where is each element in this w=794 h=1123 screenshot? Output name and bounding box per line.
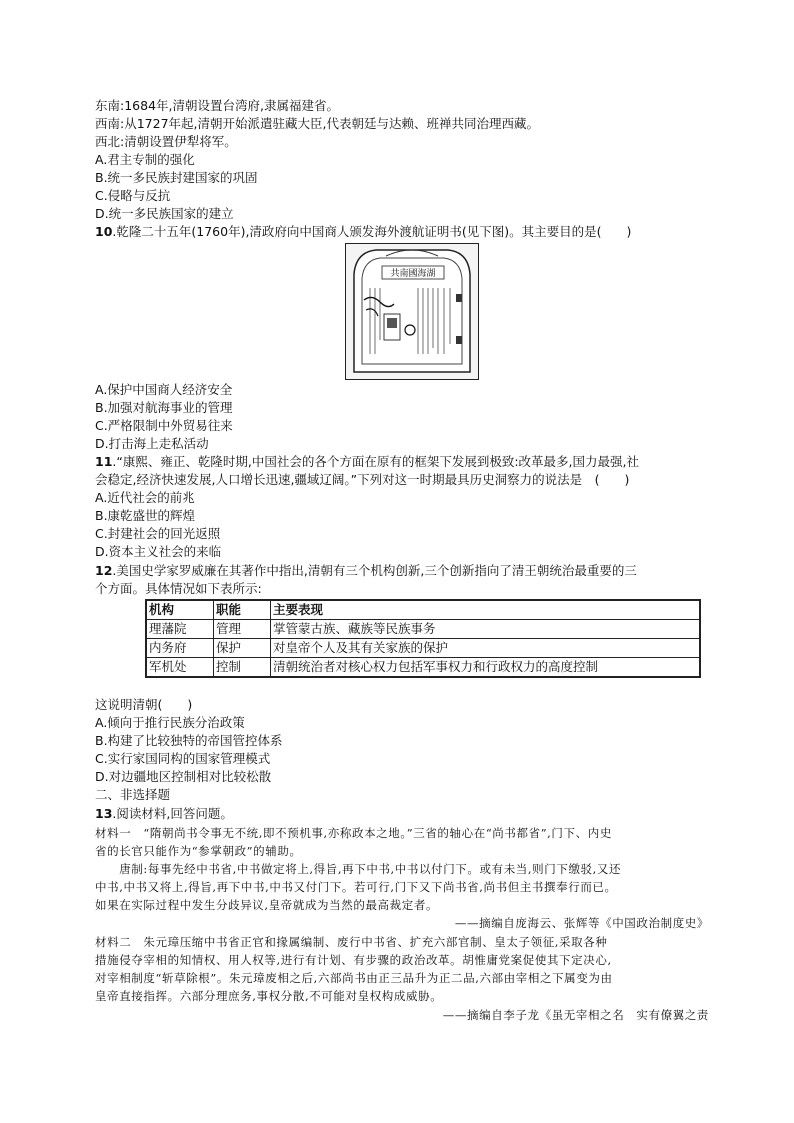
question-12-stem-cont: 个方面。具体情况如下表所示: [95, 581, 262, 596]
q10-option-b: B.加强对航海事业的管理 [95, 400, 233, 415]
material-1-source: ——摘编自庞海云、张辉等《中国政治制度史》 [454, 916, 709, 930]
table-cell: 理藩院 [146, 620, 214, 639]
q11-option-a: A.近代社会的前兆 [95, 490, 195, 505]
option-a: A.君主专制的强化 [95, 152, 195, 167]
material-2-line: 材料二 朱元璋压缩中书省正官和掾属编制、废行中书省、扩充六部官制、皇太子领征,采取各种 [95, 935, 608, 949]
material-2-line: 皇帝直接指挥。六部分理庶务,事权分散,不可能对皇权构成威胁。 [95, 989, 443, 1003]
section-heading: 二、非选择题 [95, 787, 171, 802]
table-cell: 军机处 [146, 658, 214, 678]
option-b: B.统一多民族封建国家的巩固 [95, 170, 258, 185]
question-number: 10 [95, 224, 113, 239]
question-number: 11 [95, 454, 113, 469]
text-line: 东南:1684年,清朝设置台湾府,隶属福建省。 [95, 98, 339, 113]
material-2-line: 措施侵夺宰相的知情权、用人权等,进行有计划、有步骤的政治改革。胡惟庸党案促使其下定决心, [95, 953, 612, 967]
q10-option-d: D.打击海上走私活动 [95, 436, 209, 451]
table-cell: 清朝统治者对核心权力包括军事权力和行政权力的高度控制 [271, 658, 701, 678]
material-2-source: ——摘编自李子龙《虽无宰相之名 实有僚翼之责 [442, 1008, 709, 1022]
question-text: .阅读材料,回答问题。 [112, 806, 233, 821]
material-2-line: 对宰相制度“斩草除根”。朱元璋废相之后,六部尚书由正三品升为正二品,六部由宰相之下属变为由 [95, 971, 613, 985]
table-cell: 掌管蒙古族、藏族等民族事务 [271, 620, 701, 639]
question-text: .“康熙、雍正、乾隆时期,中国社会的各个方面在原有的框架下发展到极致:改革最多,国力最强,社 [112, 454, 639, 469]
table-header-cell: 机构 [146, 600, 214, 620]
table-row [146, 658, 700, 678]
table-cell: 内务府 [146, 639, 214, 658]
text-line: 西北:清朝设置伊犁将军。 [95, 134, 237, 149]
question-11-stem-cont: 会稳定,经济快速发展,人口增长迅速,疆域辽阔。”下列对这一时期最具历史洞察力的说法是 ( ) [95, 472, 630, 487]
q11-option-d: D.资本主义社会的来临 [95, 544, 222, 559]
material-1-line: 省的长官只能作为“参掌朝政”的辅助。 [95, 844, 302, 858]
material-1-line: 如果在实际过程中发生分歧异议,皇帝就成为当然的最高裁定者。 [95, 898, 439, 912]
option-d: D.统一多民族国家的建立 [95, 206, 234, 221]
text-line: 西南:从1727年起,清朝开始派遣驻藏大臣,代表朝廷与达赖、班禅共同治理西藏。 [95, 116, 539, 131]
q10-option-a: A.保护中国商人经济安全 [95, 382, 233, 397]
question-number: 12 [95, 563, 113, 578]
table-cell: 管理 [214, 620, 271, 639]
material-1-line: 唐制:每事先经中书省,中书做定将上,得旨,再下中书,中书以付门下。或有未当,则门下缴驳,又还 [95, 862, 622, 876]
table-cell: 对皇帝个人及其有关家族的保护 [271, 639, 701, 658]
certificate-illustration [346, 244, 478, 379]
q12-option-a: A.倾向于推行民族分治政策 [95, 715, 245, 730]
institutions-table [145, 599, 701, 678]
table-cell: 保护 [214, 639, 271, 658]
q11-option-b: B.康乾盛世的辉煌 [95, 508, 196, 523]
figure-title: 共南國海湖 [390, 269, 436, 279]
table-header-row [146, 600, 700, 620]
table-header-cell: 主要表现 [271, 600, 701, 620]
option-c: C.侵略与反抗 [95, 188, 171, 203]
question-text: .乾隆二十五年(1760年),清政府向中国商人颁发海外渡航证明书(见下图)。其主要目的是( ) [112, 224, 632, 239]
question-number: 13 [95, 806, 113, 821]
material-1-line: 材料一 “隋朝尚书令事无不统,即不预机事,亦称政本之地。”三省的轴心在“尚书都省”,门下、内史 [95, 826, 612, 840]
question-12-conclusion: 这说明清朝( ) [95, 697, 193, 712]
question-12-stem [95, 563, 637, 579]
question-10-stem [95, 224, 631, 240]
q10-option-c: C.严格限制中外贸易往来 [95, 418, 233, 433]
question-text: .美国史学家罗威廉在其著作中指出,清朝有三个机构创新,三个创新指向了清王朝统治最重要的三 [112, 563, 637, 578]
q12-option-c: C.实行家国同构的国家管理模式 [95, 751, 271, 766]
q11-option-c: C.封建社会的回光返照 [95, 526, 221, 541]
material-1-line: 中书,中书又将上,得旨,再下中书,中书又付门下。若可行,门下又下尚书省,尚书但主书撰奉行而已。 [95, 880, 617, 894]
question-13-stem [95, 806, 233, 822]
voyage-certificate-image [345, 243, 479, 380]
question-11-stem [95, 454, 639, 470]
q12-option-b: B.构建了比较独特的帝国管控体系 [95, 733, 283, 748]
q12-option-d: D.对边疆地区控制相对比较松散 [95, 769, 272, 784]
table-row [146, 639, 700, 658]
table-row [146, 620, 700, 639]
table-header-cell: 职能 [214, 600, 271, 620]
table-cell: 控制 [214, 658, 271, 678]
